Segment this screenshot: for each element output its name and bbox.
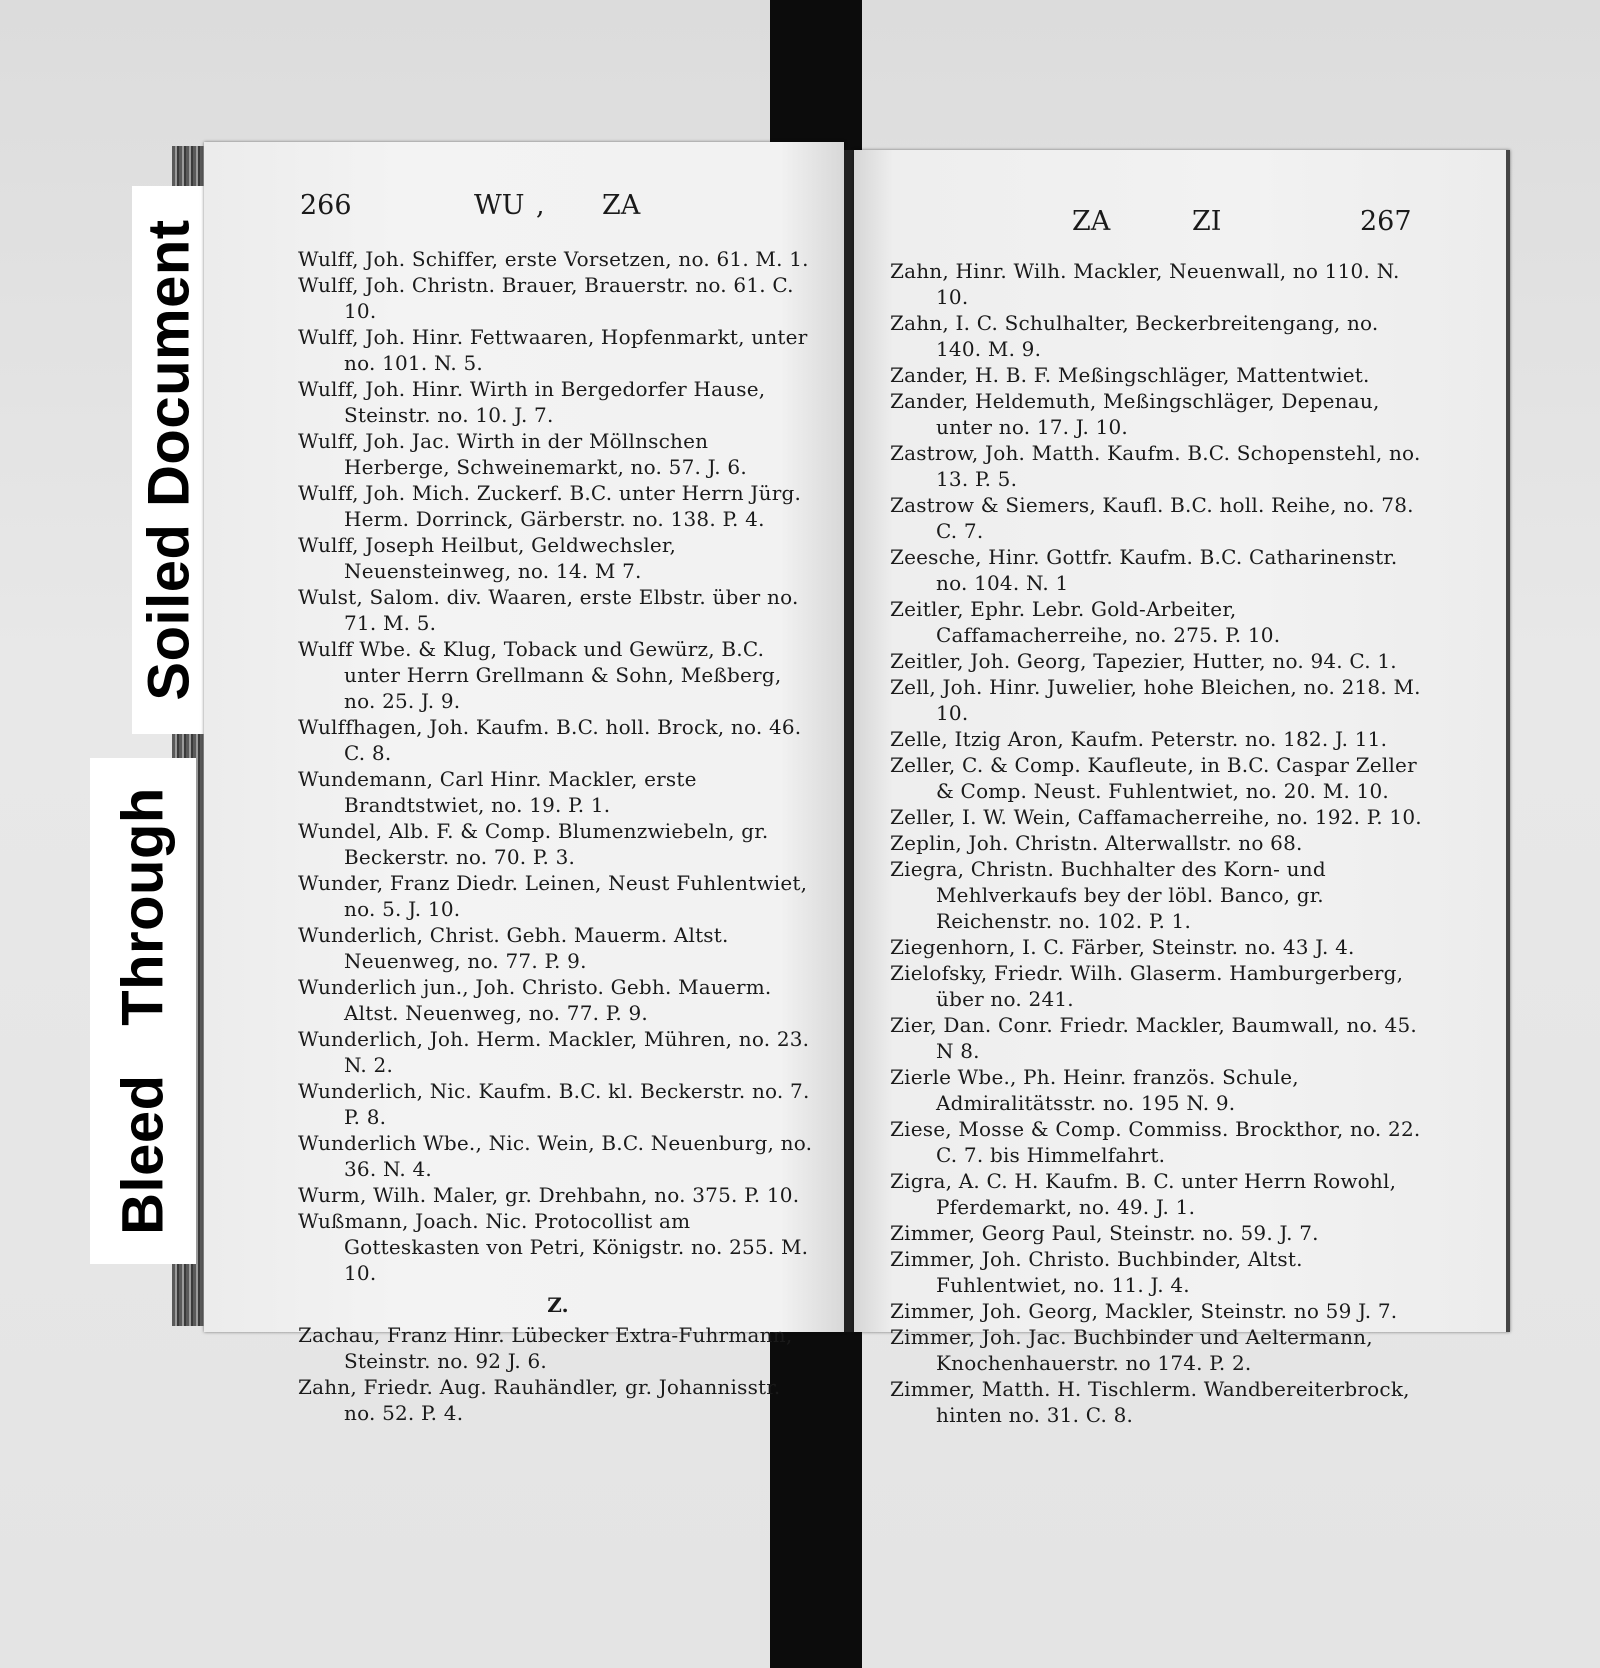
- directory-entry: Wußmann, Joach. Nic. Protocollist am Gotteskasten von Petri, Königstr. no. 255. M. 10.: [298, 1209, 809, 1285]
- directory-entry: Zastrow & Siemers, Kaufl. B.C. holl. Reihe, no. 78. C. 7.: [890, 493, 1414, 543]
- soiled-document-text: Soiled Document: [136, 219, 202, 701]
- directory-entry: Zelle, Itzig Aron, Kaufm. Peterstr. no. 182. J. 11.: [890, 727, 1388, 751]
- directory-entry: Ziegenhorn, I. C. Färber, Steinstr. no. 43 J. 4.: [890, 935, 1355, 959]
- section-letter: Z.: [547, 1293, 569, 1317]
- right-page: [854, 150, 1510, 1427]
- directory-entry: Zachau, Franz Hinr. Lübecker Extra-Fuhrmann, Steinstr. no. 92 J. 6.: [298, 1323, 793, 1373]
- directory-entry: Ziese, Mosse & Comp. Commiss. Brockthor, no. 22. C. 7. bis Himmelfahrt.: [890, 1117, 1421, 1167]
- bleed-through-text: Bleed Through: [110, 787, 176, 1235]
- directory-entry: Wulffhagen, Joh. Kaufm. B.C. holl. Brock, no. 46. C. 8.: [298, 715, 802, 765]
- directory-entry: Zahn, Friedr. Aug. Rauhändler, gr. Johannisstr. no. 52. P. 4.: [298, 1375, 781, 1425]
- directory-entry: Wulff, Joh. Christn. Brauer, Brauerstr. no. 61. C. 10.: [298, 273, 794, 323]
- directory-entry: Zeplin, Joh. Christn. Alterwallstr. no 68.: [890, 831, 1303, 855]
- bleed-through-label: [90, 758, 196, 1264]
- directory-entry: Wulff, Joh. Schiffer, erste Vorsetzen, no. 61. M. 1.: [298, 247, 809, 271]
- directory-entry: Wunderlich, Christ. Gebh. Mauerm. Altst. Neuenweg, no. 77. P. 9.: [298, 923, 729, 973]
- page-number: 266: [300, 190, 352, 221]
- running-head-left: ZA: [1072, 206, 1111, 237]
- directory-entry: Wundel, Alb. F. & Comp. Blumenzwiebeln, gr. Beckerstr. no. 70. P. 3.: [298, 819, 769, 869]
- directory-entry: Zeesche, Hinr. Gottfr. Kaufm. B.C. Catharinenstr. no. 104. N. 1: [890, 545, 1398, 595]
- directory-entry: Zimmer, Matth. H. Tischlerm. Wandbereiterbrock, hinten no. 31. C. 8.: [890, 1377, 1410, 1427]
- directory-entry: Zeitler, Ephr. Lebr. Gold-Arbeiter, Caffamacherreihe, no. 275. P. 10.: [890, 597, 1281, 647]
- entry-list: [890, 258, 1430, 1428]
- directory-entry: Wurm, Wilh. Maler, gr. Drehbahn, no. 375. P. 10.: [298, 1183, 800, 1207]
- soiled-document-label: [132, 186, 206, 734]
- directory-entry: Wunder, Franz Diedr. Leinen, Neust Fuhlentwiet, no. 5. J. 10.: [298, 871, 808, 921]
- directory-entry: Zastrow, Joh. Matth. Kaufm. B.C. Schopenstehl, no. 13. P. 5.: [890, 441, 1421, 491]
- directory-entry: Ziegra, Christn. Buchhalter des Korn- und Mehlverkaufs bey der löbl. Banco, gr. Reichenstr. no. 102. P. 1.: [890, 857, 1326, 933]
- directory-entry: Zimmer, Joh. Christo. Buchbinder, Altst. Fuhlentwiet, no. 11. J. 4.: [890, 1247, 1303, 1297]
- directory-entry: Wulff, Joh. Jac. Wirth in der Möllnschen Herberge, Schweinemarkt, no. 57. J. 6.: [298, 429, 747, 479]
- directory-entry: Wunderlich, Joh. Herm. Mackler, Mühren, no. 23. N. 2.: [298, 1027, 810, 1077]
- left-page: [204, 142, 844, 1425]
- directory-entry: Zander, Heldemuth, Meßingschläger, Depenau, unter no. 17. J. 10.: [890, 389, 1380, 439]
- entry-list: [298, 246, 818, 1426]
- directory-entry: Zahn, Hinr. Wilh. Mackler, Neuenwall, no 110. N. 10.: [890, 259, 1400, 309]
- running-head-right: ZI: [1192, 206, 1222, 237]
- directory-entry: Zeller, C. & Comp. Kaufleute, in B.C. Caspar Zeller & Comp. Neust. Fuhlentwiet, no. 20. M. 10.: [890, 753, 1417, 803]
- directory-entry: Zimmer, Georg Paul, Steinstr. no. 59. J. 7.: [890, 1221, 1319, 1245]
- directory-entry: Wulff Wbe. & Klug, Toback und Gewürz, B.C. unter Herrn Grellmann & Sohn, Meßberg, no. 25. J. 9.: [298, 637, 782, 713]
- directory-entry: Zimmer, Joh. Georg, Mackler, Steinstr. no 59 J. 7.: [890, 1299, 1398, 1323]
- directory-entry: Zigra, A. C. H. Kaufm. B. C. unter Herrn Rowohl, Pferdemarkt, no. 49. J. 1.: [890, 1169, 1397, 1219]
- running-head-left: WU: [474, 190, 525, 221]
- directory-entry: Wundemann, Carl Hinr. Mackler, erste Brandtstwiet, no. 19. P. 1.: [298, 767, 697, 817]
- directory-entry: Zier, Dan. Conr. Friedr. Mackler, Baumwall, no. 45. N 8.: [890, 1013, 1417, 1063]
- directory-entry: Zielofsky, Friedr. Wilh. Glaserm. Hamburgerberg, über no. 241.: [890, 961, 1404, 1011]
- directory-entry: Zimmer, Joh. Jac. Buchbinder und Aeltermann, Knochenhauerstr. no 174. P. 2.: [890, 1325, 1373, 1375]
- directory-entry: Wulff, Joh. Hinr. Fettwaaren, Hopfenmarkt, unter no. 101. N. 5.: [298, 325, 808, 375]
- running-head-separator: ,: [536, 190, 545, 221]
- directory-entry: Wulff, Joh. Mich. Zuckerf. B.C. unter Herrn Jürg. Herm. Dorrinck, Gärberstr. no. 138. P. 4.: [298, 481, 802, 531]
- directory-entry: Wunderlich, Nic. Kaufm. B.C. kl. Beckerstr. no. 7. P. 8.: [298, 1079, 810, 1129]
- directory-entry: Zander, H. B. F. Meßingschläger, Mattentwiet.: [890, 363, 1370, 387]
- directory-entry: Wulst, Salom. div. Waaren, erste Elbstr. über no. 71. M. 5.: [298, 585, 799, 635]
- page-gutter: [844, 150, 854, 1332]
- directory-entry: Wunderlich Wbe., Nic. Wein, B.C. Neuenburg, no. 36. N. 4.: [298, 1131, 813, 1181]
- page-number: 267: [1360, 206, 1412, 237]
- directory-entry: Wulff, Joh. Hinr. Wirth in Bergedorfer Hause, Steinstr. no. 10. J. 7.: [298, 377, 766, 427]
- directory-entry: Wunderlich jun., Joh. Christo. Gebh. Mauerm. Altst. Neuenweg, no. 77. P. 9.: [298, 975, 772, 1025]
- directory-entry: Zahn, I. C. Schulhalter, Beckerbreitengang, no. 140. M. 9.: [890, 311, 1379, 361]
- directory-entry: Zierle Wbe., Ph. Heinr. französ. Schule, Admiralitätsstr. no. 195 N. 9.: [890, 1065, 1299, 1115]
- directory-entry: Wulff, Joseph Heilbut, Geldwechsler, Neuensteinweg, no. 14. M 7.: [298, 533, 677, 583]
- directory-entry: Zell, Joh. Hinr. Juwelier, hohe Bleichen, no. 218. M. 10.: [890, 675, 1421, 725]
- directory-entry: Zeitler, Joh. Georg, Tapezier, Hutter, no. 94. C. 1.: [890, 649, 1397, 673]
- directory-entry: Zeller, I. W. Wein, Caffamacherreihe, no. 192. P. 10.: [890, 805, 1422, 829]
- running-head-right: ZA: [602, 190, 641, 221]
